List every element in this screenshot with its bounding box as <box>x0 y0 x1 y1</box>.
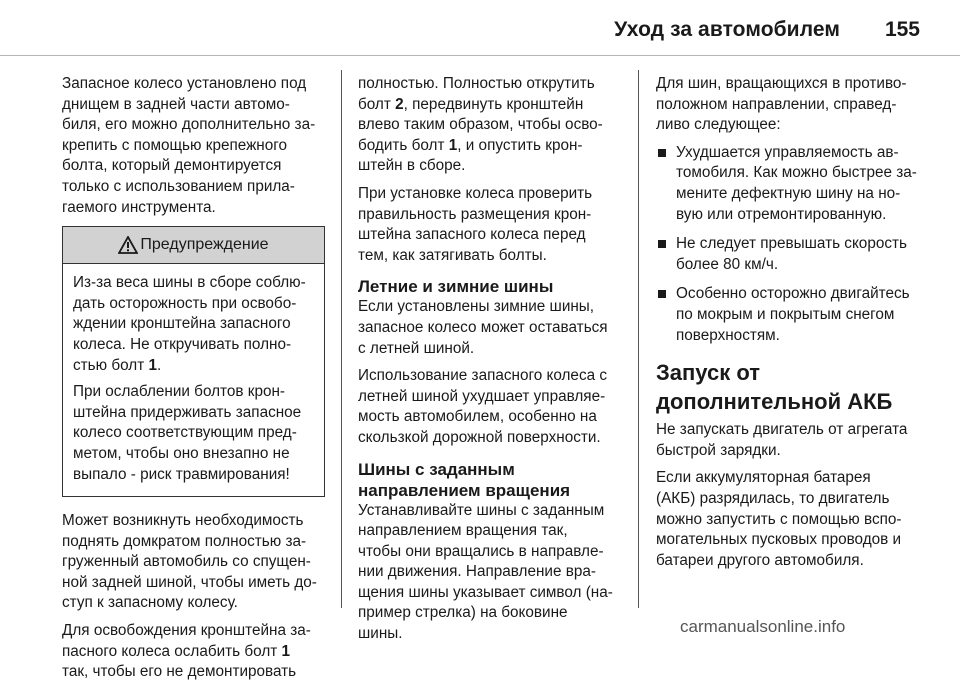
bullet-list <box>656 143 941 346</box>
paragraph: Может возникнуть необходимость поднять домкратом полностью за- груженный автомобиль со спущен- ной задней шиной, чтобы иметь до- ступ к запасному колесу. <box>62 512 317 612</box>
watermark: carmanualsonline.info <box>680 617 846 636</box>
bolt-ref: 1 <box>148 356 157 374</box>
page-number: 155 <box>884 18 920 41</box>
paragraph: Для освобождения кронштейна за- пасного колеса ослабить болт 1 так, чтобы его не демонтировать <box>62 622 311 681</box>
paragraph: Использование запасного колеса с летней шиной ухудшает управляе- мость автомобилем, особенно на скользкой дорожной поверхности. <box>358 367 607 446</box>
column-divider-2 <box>638 70 639 608</box>
warning-title: Предупреждение <box>140 235 269 253</box>
list-item: Ухудшается управляемость ав- томобиля. Как можно быстрее за- мените дефектную шину на но- вую или отремонтированную. <box>656 143 941 225</box>
square-bullet-icon <box>658 149 666 157</box>
list-item: Не следует превышать скорость более 80 км/ч. <box>656 234 941 275</box>
warning-header <box>63 227 324 264</box>
square-bullet-icon <box>658 290 666 298</box>
paragraph: При установке колеса проверить правильность размещения крон- штейна запасного колеса перед тем, как затягивать болты. <box>358 184 593 264</box>
paragraph: Запасное колесо установлено под днищем в задней части автомо- биля, его можно дополнительно за- крепить с помощью крепежного болта, который демонтируется только с использованием прила- гаемого инструмента. <box>62 75 316 216</box>
warning-body <box>63 264 324 496</box>
warning-box <box>62 226 325 497</box>
paragraph: Устанавливайте шины с заданным направлением вращения так, чтобы они вращались в направле- нии движения. Направление вра- щения шины указывает символ (на- пример стрелка) на боковине шины. <box>358 501 613 643</box>
paragraph: Не запускать двигатель от агрегата быстрой зарядки. <box>656 421 908 459</box>
paragraph: Если аккумуляторная батарея (АКБ) разрядилась, то двигатель можно запустить с помощью вспо- могательных пусковых проводов и батареи другого автомобиля. <box>656 469 902 569</box>
bolt-ref: 2 <box>395 95 404 113</box>
subheading-directional-tires: Шины с заданным направлением вращения <box>358 459 571 500</box>
column-divider-1 <box>341 70 342 608</box>
column-2 <box>358 74 633 652</box>
column-1 <box>62 74 332 690</box>
paragraph: полностью. Полностью открутить болт 2, передвинуть кронштейн влево таким образом, чтобы осво- бодить болт 1, и опустить крон- штейн в сборе. <box>358 75 603 175</box>
bolt-ref: 1 <box>448 136 458 154</box>
column-3 <box>656 74 941 578</box>
square-bullet-icon <box>658 240 666 248</box>
header-rule <box>0 55 960 56</box>
bolt-ref: 1 <box>281 642 291 660</box>
subheading-summer-winter-tires: Летние и зимние шины <box>358 277 554 297</box>
list-item: Особенно осторожно двигайтесь по мокрым и покрытым снегом поверхностям. <box>656 284 941 346</box>
warning-paragraph: При ослаблении болтов крон- штейна придерживать запасное колесо соответствующим пред- метом, чтобы оно внезапно не выпало - риск травмирования! <box>73 383 302 483</box>
section-heading-jump-start: Запуск от дополнительной АКБ <box>656 360 893 415</box>
paragraph: Для шин, вращающихся в противо- положном направлении, справед- ливо следующее: <box>656 75 907 134</box>
warning-paragraph: Из-за веса шины в сборе соблю- дать осторожность при освобо- ждении кронштейна запасного колеса. Не откручивать полно- стью болт 1. <box>73 274 306 374</box>
paragraph: Если установлены зимние шины, запасное колесо может оставаться с летней шиной. <box>358 298 608 357</box>
header-title: Уход за автомобилем <box>614 18 840 41</box>
warning-triangle-icon <box>118 236 138 254</box>
